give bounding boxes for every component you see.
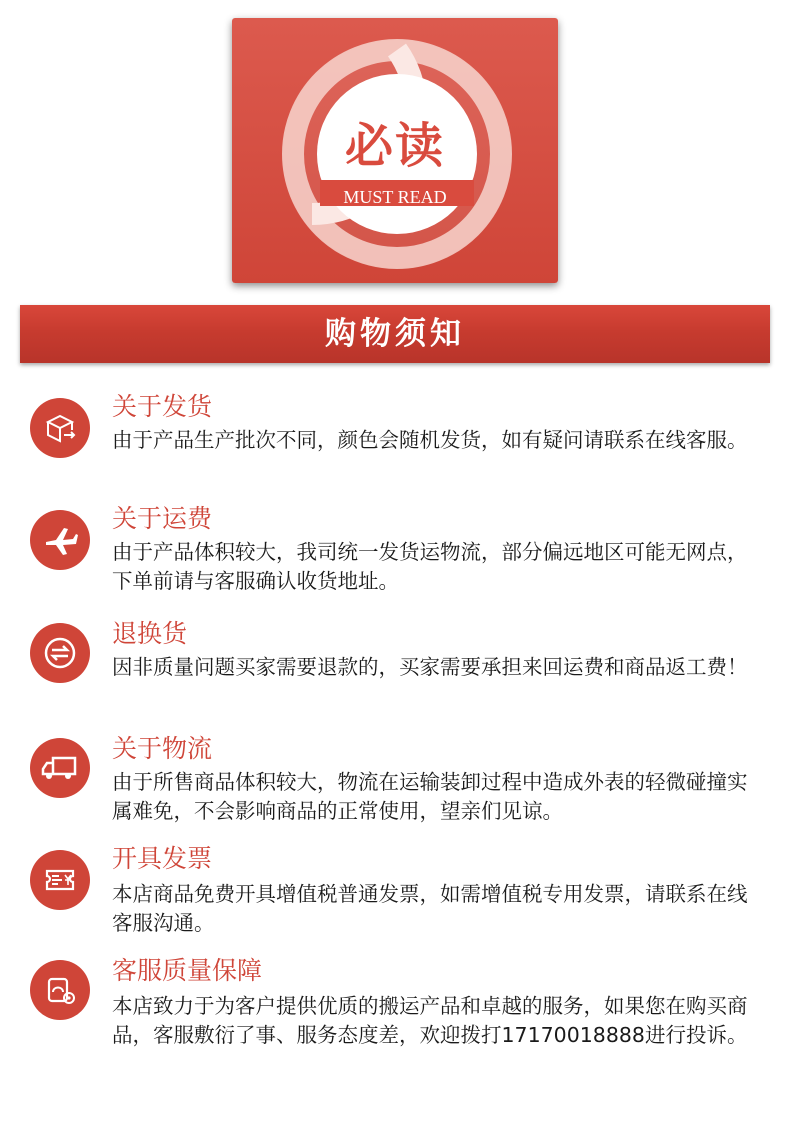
- section-body: 由于产品体积较大，我司统一发货运物流，部分偏远地区可能无网点，下单前请与客服确认收货地址。: [112, 540, 748, 593]
- shopping-notice-banner: [20, 305, 770, 363]
- must-read-title-zh: 必读: [344, 118, 445, 174]
- banner-title: 购物须知: [325, 316, 465, 352]
- box-icon: [30, 398, 90, 458]
- section-body: 由于产品生产批次不同，颜色会随机发货，如有疑问请联系在线客服。: [112, 428, 748, 452]
- exchange-icon: [30, 623, 90, 683]
- section-title: 客服质量保障: [112, 956, 263, 985]
- airplane-icon: [30, 510, 90, 570]
- must-read-badge: [232, 18, 558, 283]
- section-body: 本店致力于为客户提供优质的搬运产品和卓越的服务，如果您在购买商品，客服敷衍了事、服务态度差，欢迎拨打17170018888进行投诉。: [112, 994, 748, 1047]
- section-title: 开具发票: [112, 844, 213, 873]
- section-body: 因非质量问题买家需要退款的，买家需要承担来回运费和商品返工费！: [112, 655, 748, 679]
- section-body: 本店商品免费开具增值税普通发票，如需增值税专用发票，请联系在线客服沟通。: [112, 882, 748, 935]
- section-body: 由于所售商品体积较大，物流在运输装卸过程中造成外表的轻微碰撞实属难免，不会影响商品的正常使用，望亲们见谅。: [112, 770, 748, 823]
- section-title: 关于运费: [112, 504, 213, 533]
- section-title: 关于发货: [112, 392, 213, 421]
- section-title: 退换货: [112, 619, 188, 648]
- customer-service-icon: [30, 960, 90, 1020]
- must-read-title-en: MUST READ: [343, 187, 447, 207]
- invoice-icon: [30, 850, 90, 910]
- truck-icon: [30, 738, 90, 798]
- section-title: 关于物流: [112, 734, 213, 763]
